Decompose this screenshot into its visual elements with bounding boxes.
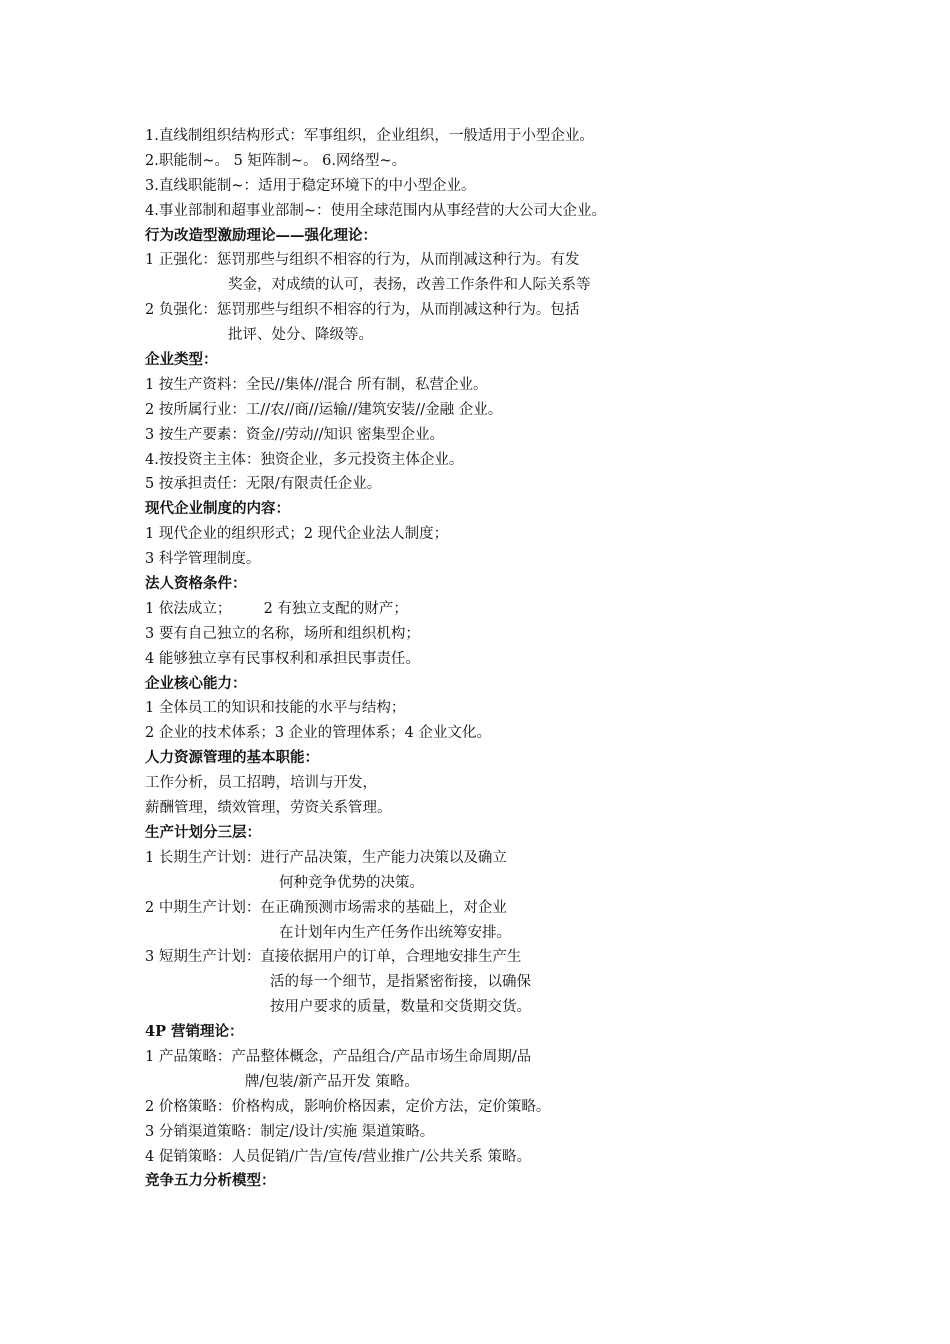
section-heading: 人力资源管理的基本职能：: [145, 749, 319, 767]
text-line: 4.按投资主主体：独资企业，多元投资主体企业。: [145, 451, 464, 468]
text-line: 何种竞争优势的决策。: [279, 874, 424, 891]
section-heading: 企业类型：: [145, 351, 218, 369]
text-line: 2 中期生产计划：在正确预测市场需求的基础上，对企业: [145, 899, 507, 916]
text-line: 2 价格策略：价格构成，影响价格因素，定价方法，定价策略。: [145, 1098, 551, 1115]
section-heading: 现代企业制度的内容：: [145, 500, 290, 518]
section-heading: 企业核心能力：: [145, 674, 247, 692]
text-line: 2 企业的技术体系；3 企业的管理体系；4 企业文化。: [145, 725, 492, 742]
text-line: 3 短期生产计划：直接依据用户的订单，合理地安排生产生: [145, 949, 522, 966]
text-line: 3 科学管理制度。: [145, 551, 261, 568]
text-line: 活的每一个细节，是指紧密衔接，以确保: [270, 974, 531, 991]
text-line: 牌/包装/新产品开发 策略。: [245, 1073, 419, 1090]
text-line: 薪酬管理，绩效管理，劳资关系管理。: [145, 800, 392, 817]
text-line: 工作分析，员工招聘，培训与开发，: [145, 775, 377, 792]
text-line: 1 全体员工的知识和技能的水平与结构；: [145, 700, 406, 717]
section-heading: 4P 营销理论：: [145, 1023, 244, 1041]
text-line: 3.直线职能制~：适用于稳定环境下的中小型企业。: [145, 177, 476, 194]
text-line: 2.职能制~。 5 矩阵制~。 6.网络型~。: [145, 152, 407, 169]
section-heading: 行为改造型激励理论——强化理论：: [145, 226, 377, 244]
text-line: 1 现代企业的组织形式；2 现代企业法人制度；: [145, 526, 449, 543]
text-line: 4 促销策略：人员促销/广告/宣传/营业推广/公共关系 策略。: [145, 1148, 531, 1165]
section-heading: 生产计划分三层：: [145, 823, 261, 841]
section-heading: 竞争五力分析模型：: [145, 1172, 276, 1190]
text-line: 4 能够独立享有民事权利和承担民事责任。: [145, 650, 420, 667]
text-line: 1 正强化：惩罚那些与组织不相容的行为，从而削减这种行为。有发: [145, 252, 580, 269]
text-line: 奖金，对成绩的认可，表扬，改善工作条件和人际关系等: [228, 277, 591, 294]
section-heading: 法人资格条件：: [145, 575, 247, 593]
text-line: 批评、处分、降级等。: [228, 327, 373, 344]
text-line: 2 按所属行业：工//农//商//运输//建筑安装//金融 企业。: [145, 401, 503, 418]
text-line: 1.直线制组织结构形式：军事组织，企业组织，一般适用于小型企业。: [145, 128, 594, 144]
text-line: 1 按生产资料：全民//集体//混合 所有制，私营企业。: [145, 376, 488, 393]
text-line: 4.事业部制和超事业部制~：使用全球范围内从事经营的大公司大企业。: [145, 202, 606, 219]
text-line: 按用户要求的质量，数量和交货期交货。: [270, 999, 531, 1016]
text-line: 2 负强化：惩罚那些与组织不相容的行为，从而削减这种行为。包括: [145, 302, 580, 319]
text-line: 5 按承担责任：无限/有限责任企业。: [145, 476, 382, 493]
document-page: [145, 124, 845, 1194]
text-line: 3 分销渠道策略：制定/设计/实施 渠道策略。: [145, 1123, 435, 1140]
text-line: 3 按生产要素：资金//劳动//知识 密集型企业。: [145, 426, 444, 443]
text-line: 1 长期生产计划：进行产品决策，生产能力决策以及确立: [145, 849, 507, 866]
text-line: 3 要有自己独立的名称，场所和组织机构；: [145, 625, 420, 642]
text-line: 在计划年内生产任务作出统筹安排。: [279, 924, 511, 941]
text-line: 1 依法成立； 2 有独立支配的财产；: [145, 600, 408, 617]
text-line: 1 产品策略：产品整体概念，产品组合/产品市场生命周期/品: [145, 1048, 532, 1065]
